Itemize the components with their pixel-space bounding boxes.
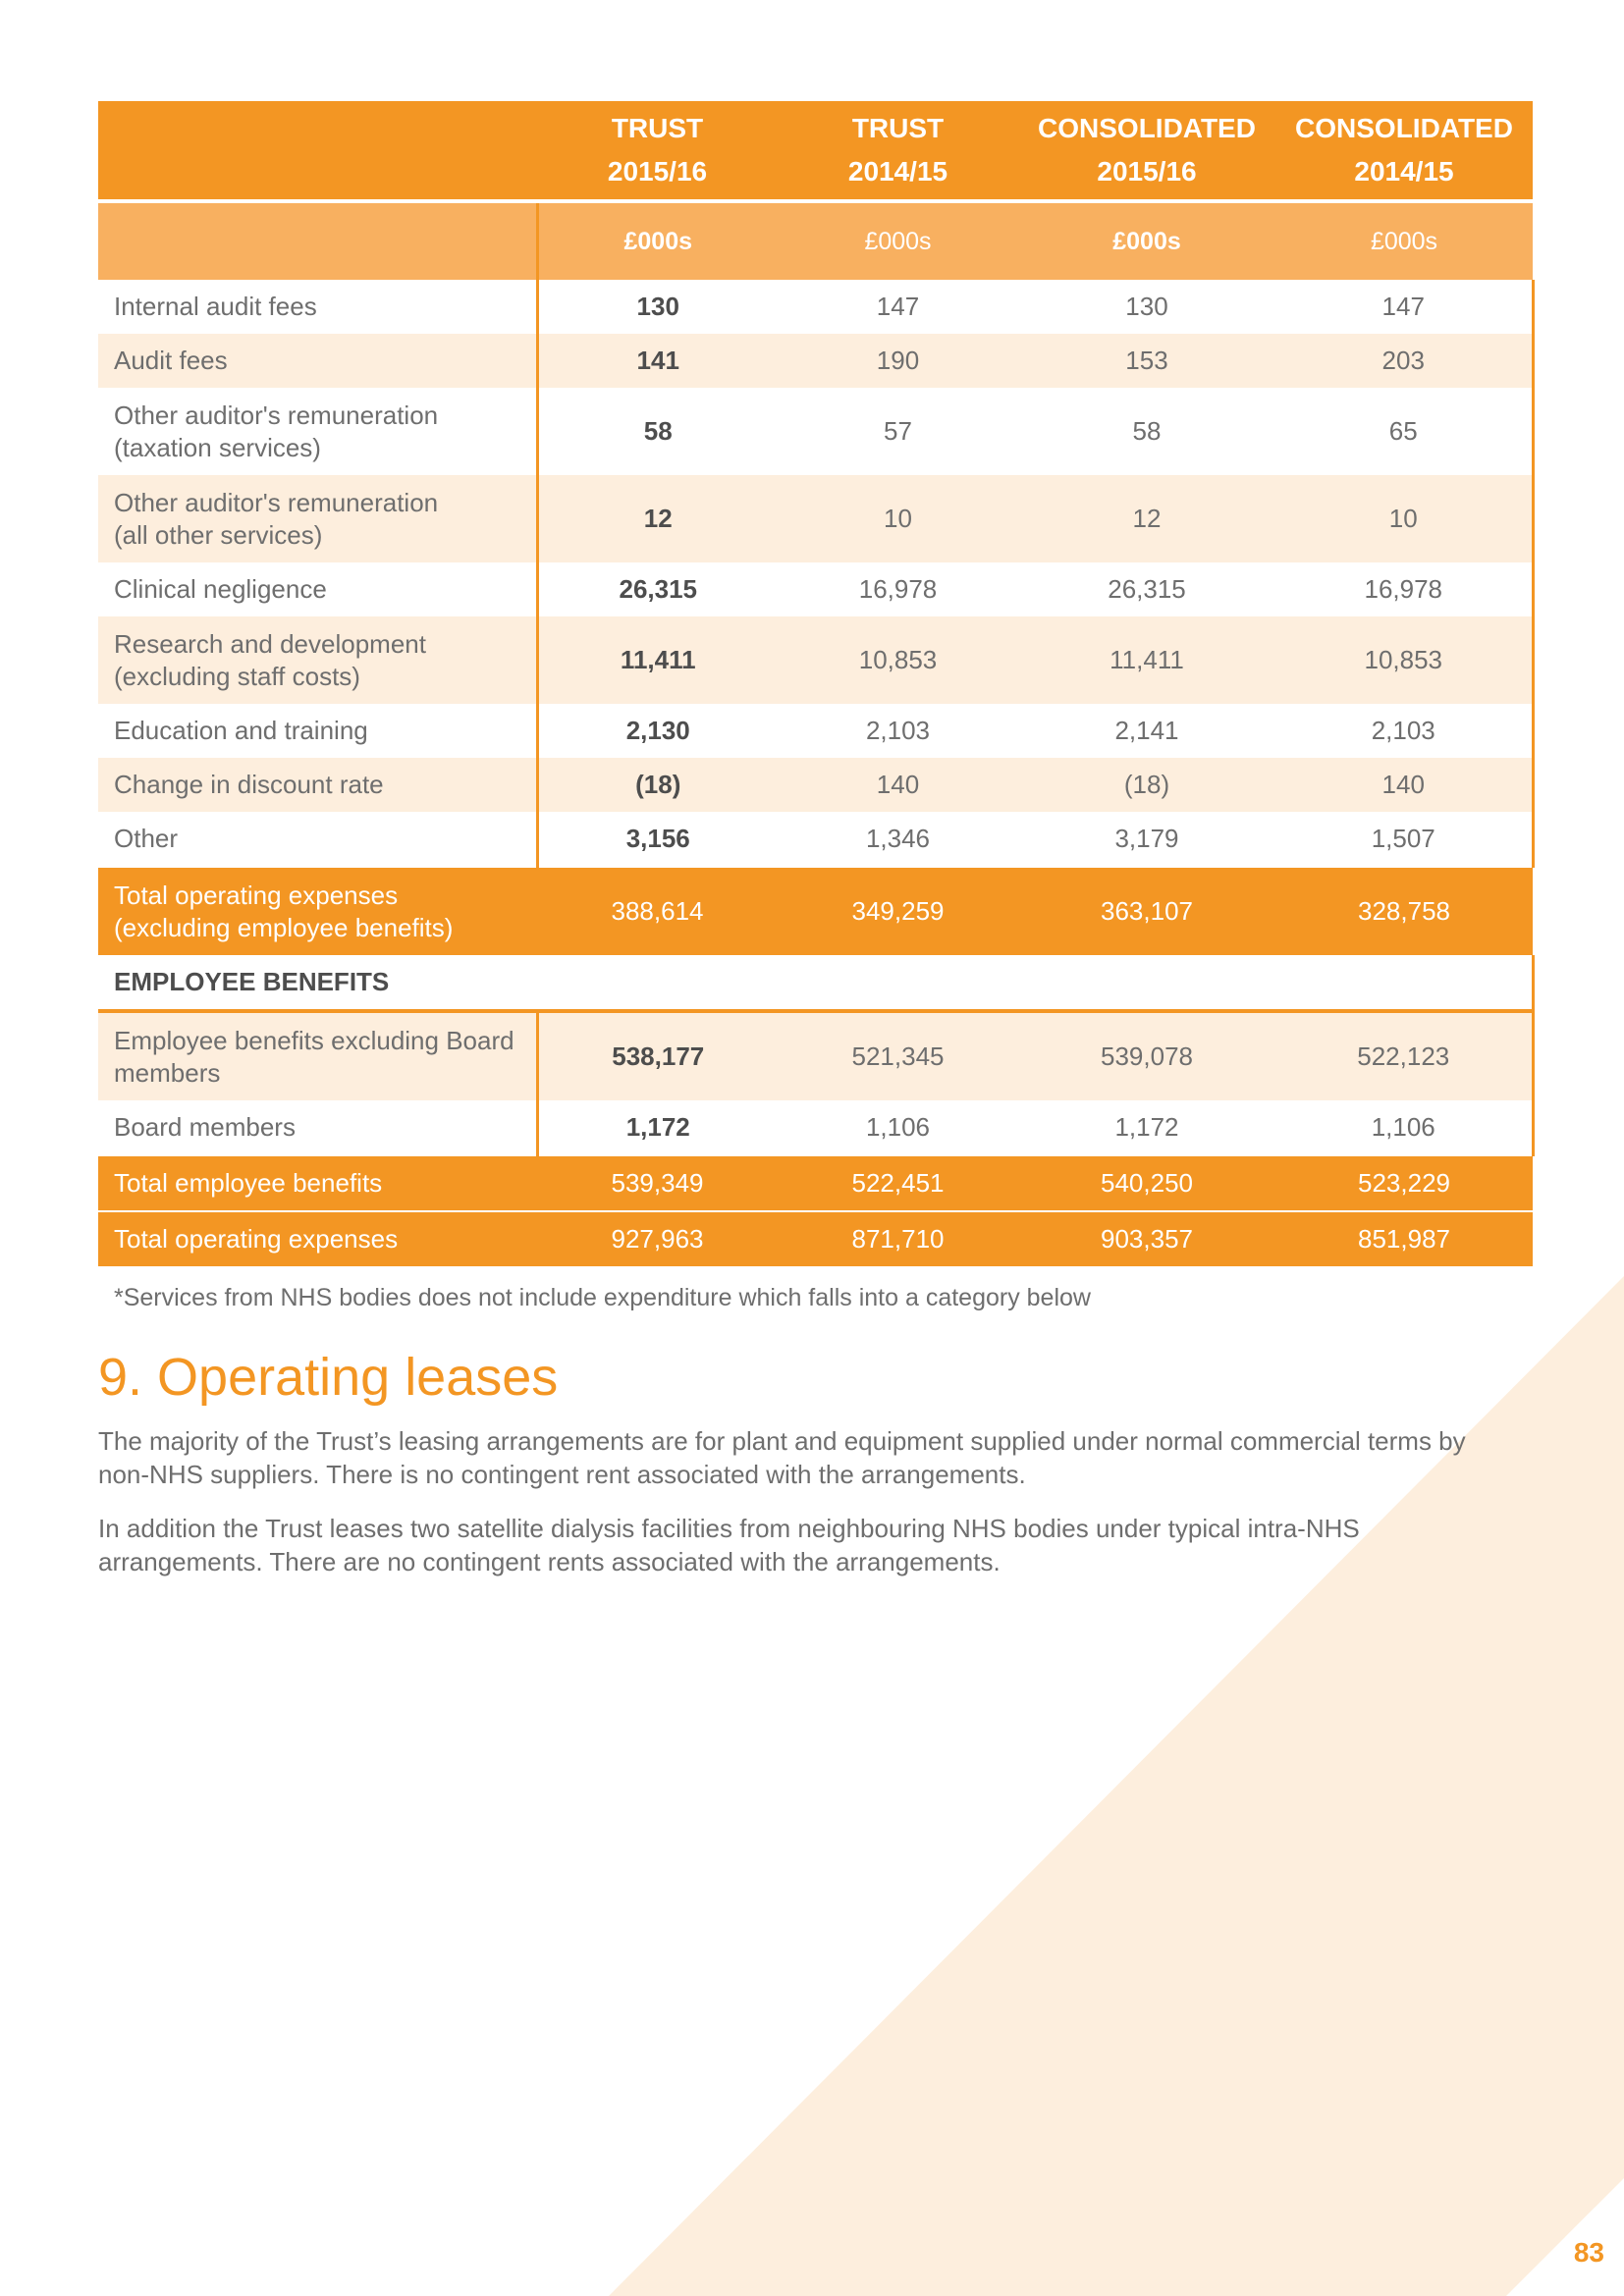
value-trust-2014-15: 57 xyxy=(884,416,912,446)
table-row xyxy=(98,475,1533,562)
row-label: Internal audit fees xyxy=(98,280,537,334)
value-consolidated-2014-15: 1,507 xyxy=(1275,812,1533,867)
header-consolidated-2015-16: CONSOLIDATED 2015/16 xyxy=(1018,101,1275,201)
table-row xyxy=(98,1100,1533,1155)
value-consolidated-2015-16: 11,411 xyxy=(1018,616,1275,704)
value-consolidated-2014-15: 65 xyxy=(1275,388,1533,475)
value-consolidated-2015-16: 3,179 xyxy=(1114,824,1179,853)
value-consolidated-2015-16: 363,107 xyxy=(1018,867,1275,955)
value-trust-2015-16: 539,349 xyxy=(537,1155,778,1211)
value-trust-2014-15: 1,346 xyxy=(865,824,931,853)
value-trust-2014-15: 10 xyxy=(778,475,1018,562)
value-trust-2014-15: 1,106 xyxy=(865,1112,931,1142)
value-trust-2014-15: 2,103 xyxy=(865,716,931,745)
value-consolidated-2015-16: 12 xyxy=(1018,475,1275,562)
section-row xyxy=(98,955,1533,1011)
table-row xyxy=(98,758,1533,812)
table-footnote: *Services from NHS bodies does not include expenditure which falls into a category below xyxy=(114,1284,1091,1311)
row-label: Research and development (excluding staff costs) xyxy=(98,616,537,704)
value-trust-2015-16: (18) xyxy=(537,758,778,812)
page-number: 83 xyxy=(1573,2237,1604,2268)
row-label: Education and training xyxy=(98,704,537,758)
row-label: Change in discount rate xyxy=(98,758,537,812)
value-consolidated-2014-15: 522,123 xyxy=(1275,1011,1533,1100)
row-label: Board members xyxy=(98,1100,537,1155)
value-trust-2015-16: 11,411 xyxy=(537,616,778,704)
value-consolidated-2015-16: 1,172 xyxy=(1114,1112,1179,1142)
value-consolidated-2014-15: 16,978 xyxy=(1275,562,1533,616)
value-consolidated-2015-16: 903,357 xyxy=(1018,1211,1275,1266)
operating-expenses-table xyxy=(98,101,1535,1266)
row-label: Total employee benefits xyxy=(98,1155,537,1211)
value-trust-2014-15: 147 xyxy=(876,292,920,321)
paragraph: In addition the Trust leases two satellite dialysis facilities from neighbouring NHS bodies under typical intra-NHS arrangements. There are no contingent rents associated with the arrangements. xyxy=(98,1514,1360,1576)
table-row xyxy=(98,388,1533,475)
row-label: Employee benefits excluding Board members xyxy=(98,1011,537,1100)
value-consolidated-2015-16: 540,250 xyxy=(1018,1155,1275,1211)
value-consolidated-2015-16: 539,078 xyxy=(1018,1011,1275,1100)
value-consolidated-2014-15: 1,106 xyxy=(1275,1100,1533,1155)
value-trust-2015-16: 12 xyxy=(537,475,778,562)
value-consolidated-2015-16: 2,141 xyxy=(1114,716,1179,745)
value-consolidated-2015-16: 153 xyxy=(1018,334,1275,388)
value-trust-2015-16: 538,177 xyxy=(537,1011,778,1100)
table-row xyxy=(98,562,1533,616)
table-row xyxy=(98,616,1533,704)
paragraph: The majority of the Trust’s leasing arrangements are for plant and equipment supplied under normal commercial terms by non-NHS suppliers. There is no contingent rent associated with the arrangements. xyxy=(98,1426,1466,1489)
table-row xyxy=(98,1011,1533,1100)
row-label: Audit fees xyxy=(98,334,537,388)
value-consolidated-2015-16: 130 xyxy=(1125,292,1168,321)
page-number-badge xyxy=(1506,2178,1624,2296)
header-trust-2015-16: TRUST 2015/16 xyxy=(537,101,778,201)
table-row xyxy=(98,704,1533,758)
value-trust-2015-16: 388,614 xyxy=(537,867,778,955)
row-label: Other auditor's remuneration (taxation services) xyxy=(98,388,537,475)
value-trust-2014-15: 16,978 xyxy=(858,574,938,604)
value-trust-2015-16: 26,315 xyxy=(619,574,698,604)
row-label: Other xyxy=(98,812,537,867)
value-trust-2015-16: 1,172 xyxy=(625,1112,690,1142)
unit-cell: £000s xyxy=(778,201,1018,280)
value-consolidated-2014-15: 10,853 xyxy=(1275,616,1533,704)
value-trust-2014-15: 10,853 xyxy=(778,616,1018,704)
value-trust-2014-15: 521,345 xyxy=(778,1011,1018,1100)
unit-cell: £000s xyxy=(1018,201,1275,280)
value-trust-2015-16: 141 xyxy=(537,334,778,388)
value-trust-2015-16: 58 xyxy=(643,416,673,446)
value-trust-2014-15: 349,259 xyxy=(778,867,1018,955)
value-trust-2015-16: 2,130 xyxy=(625,716,690,745)
value-trust-2015-16: 130 xyxy=(636,292,679,321)
table-header-row xyxy=(98,101,1533,201)
value-trust-2014-15: 140 xyxy=(778,758,1018,812)
employee-benefits-heading: EMPLOYEE BENEFITS xyxy=(98,955,1533,1011)
value-consolidated-2014-15: 147 xyxy=(1275,280,1533,334)
table-row xyxy=(98,812,1533,867)
value-consolidated-2014-15: 203 xyxy=(1275,334,1533,388)
value-consolidated-2014-15: 523,229 xyxy=(1275,1155,1533,1211)
value-consolidated-2015-16: (18) xyxy=(1018,758,1275,812)
row-label: Total operating expenses (excluding employee benefits) xyxy=(98,867,537,955)
row-label: Clinical negligence xyxy=(98,562,537,616)
value-consolidated-2014-15: 2,103 xyxy=(1275,704,1533,758)
value-trust-2015-16: 927,963 xyxy=(537,1211,778,1266)
value-consolidated-2015-16: 58 xyxy=(1132,416,1162,446)
header-trust-2014-15: TRUST 2014/15 xyxy=(778,101,1018,201)
table-row xyxy=(98,280,1533,334)
row-label: Other auditor's remuneration (all other services) xyxy=(98,475,537,562)
value-consolidated-2014-15: 140 xyxy=(1275,758,1533,812)
units-row xyxy=(98,201,1533,280)
table-row xyxy=(98,334,1533,388)
value-trust-2015-16: 3,156 xyxy=(625,824,690,853)
unit-cell: £000s xyxy=(1275,201,1533,280)
value-consolidated-2014-15: 851,987 xyxy=(1275,1211,1533,1266)
value-trust-2014-15: 522,451 xyxy=(778,1155,1018,1211)
value-trust-2014-15: 190 xyxy=(778,334,1018,388)
total-operating-expenses-excl-row xyxy=(98,867,1533,955)
row-label: Total operating expenses xyxy=(98,1211,537,1266)
header-consolidated-2014-15: CONSOLIDATED 2014/15 xyxy=(1275,101,1533,201)
section-title: 9. Operating leases xyxy=(98,1348,559,1407)
value-consolidated-2015-16: 26,315 xyxy=(1108,574,1186,604)
value-trust-2014-15: 871,710 xyxy=(778,1211,1018,1266)
total-operating-expenses-row xyxy=(98,1211,1533,1266)
total-employee-benefits-row xyxy=(98,1155,1533,1211)
header-blank xyxy=(98,101,537,201)
value-consolidated-2014-15: 10 xyxy=(1275,475,1533,562)
value-consolidated-2014-15: 328,758 xyxy=(1275,867,1533,955)
unit-cell: £000s xyxy=(537,201,778,280)
units-blank xyxy=(98,201,537,280)
